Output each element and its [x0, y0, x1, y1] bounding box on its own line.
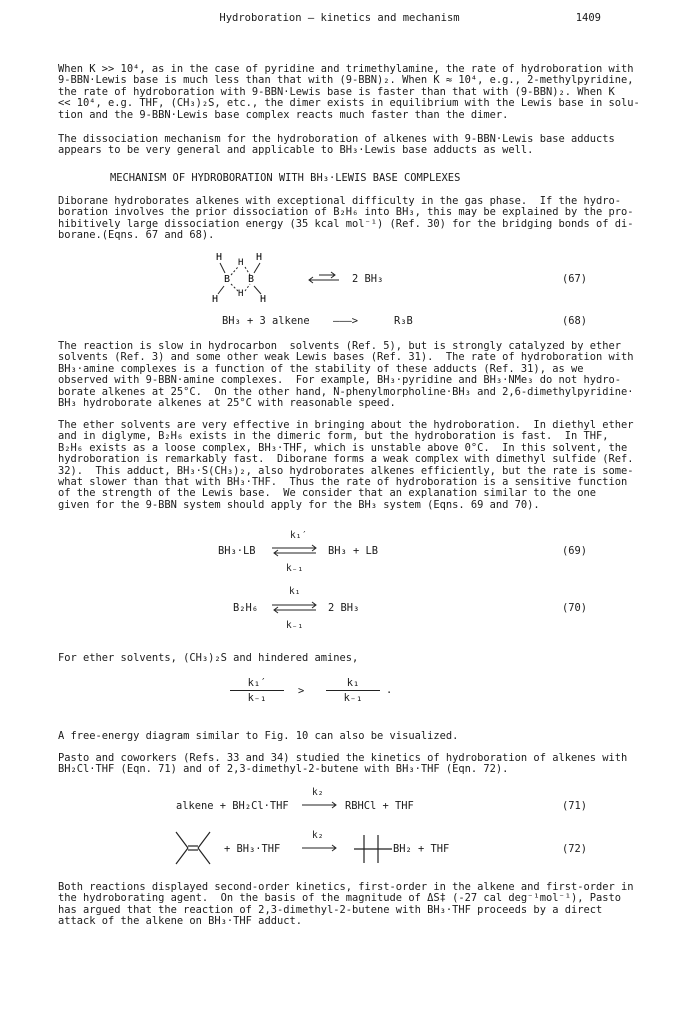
atom-label: B	[248, 274, 255, 285]
text-line: attack of the alkene on BH₃·THF adduct.	[58, 915, 302, 928]
ratio-left	[230, 677, 284, 704]
ratio-right	[326, 677, 380, 704]
text-line: the hydroborating agent. On the basis of the magnitude of ΔS‡ (-27 cal deg⁻¹mol⁻¹), Pasto	[58, 892, 622, 905]
text-line: BH₃·amine complexes is a function of the stability of these adducts (Ref. 31), as we	[58, 362, 584, 375]
bridge-bond	[231, 267, 238, 275]
text-line: A free-energy diagram similar to Fig. 10 can also be visualized.	[58, 730, 459, 742]
tetramethylethylene-structure	[172, 828, 214, 868]
equation-number: (71)	[561, 800, 587, 812]
bond	[254, 286, 261, 294]
equilibrium-arrow	[305, 270, 345, 286]
running-header: Hydroboration — kinetics and mechanism	[219, 12, 460, 24]
text-line: borate alkenes at 25°C. On the other hand, N-phenylmorpholine·BH₃ and 2,6-dimethylpyridine·	[58, 385, 634, 398]
eq70-product: 2 BH₃	[328, 602, 360, 614]
eq68-product: R₃B	[394, 315, 413, 327]
text-line: << 10⁴, e.g. THF, (CH₃)₂S, etc., the dimer exists in equilibrium with the Lewis base in solu-	[58, 97, 640, 110]
equilibrium-arrow	[268, 600, 322, 616]
atom-label: H	[216, 252, 223, 263]
rate-constant-forward: k₁	[289, 586, 301, 597]
ratio-denominator: k₋₁	[247, 692, 267, 704]
eq68-arrow: ———>	[333, 315, 359, 327]
paragraph-5	[58, 419, 634, 511]
equation-number: (69)	[561, 545, 587, 557]
text-line: The reaction is slow in hydrocarbon solvents (Ref. 5), but is strongly catalyzed by ether	[58, 340, 622, 352]
eq72-reagent: + BH₃·THF	[224, 843, 281, 855]
text-line: hydroboration is remarkably fast. Diborane forms a weak complex with dimethyl sulfide (Ref.	[58, 453, 634, 466]
ratio-denominator: k₋₁	[343, 692, 363, 704]
text-line: given for the 9-BBN system should apply for the BH₃ system (Eqns. 69 and 70).	[58, 498, 540, 511]
text-line: Diborane hydroborates alkenes with exceptional difficulty in the gas phase. If the hydro-	[58, 195, 622, 207]
ratio-period: .	[386, 684, 393, 696]
bond	[254, 263, 260, 273]
text-line: 9-BBN·Lewis base is much less than that with (9-BBN)₂. When K ≈ 10⁴, e.g., 2-methylpyridine,	[58, 74, 634, 87]
eq68-reactants: BH₃ + 3 alkene	[222, 315, 310, 327]
paragraph-1	[58, 63, 640, 121]
text-line: The ether solvents are very effective in bringing about the hydroboration. In diethyl ether	[58, 419, 634, 431]
rate-constant-reverse: k₋₁	[286, 620, 304, 631]
ratio-numerator: k₁′	[230, 677, 284, 691]
section-heading: MECHANISM OF HYDROBORATION WITH BH₃·LEWIS BASE COMPLEXES	[110, 172, 461, 184]
rate-constant-forward: k₁′	[290, 530, 308, 541]
eq72-products: BH₂ + THF	[393, 843, 450, 855]
equation-number: (67)	[561, 273, 587, 285]
atom-label: H	[238, 258, 244, 268]
equation-number: (70)	[561, 602, 587, 614]
text-line: BH₃ hydroborate alkenes at 25°C with reasonable speed.	[58, 397, 396, 410]
bond	[220, 263, 225, 273]
text-line: and in diglyme, B₂H₆ exists in the dimeric form, but the hydroboration is fast. In THF,	[58, 430, 609, 443]
paragraph-6	[58, 653, 626, 664]
eq71-products: RBHCl + THF	[345, 800, 414, 812]
paragraph-4	[58, 340, 634, 410]
atom-label: H	[212, 294, 219, 305]
paragraph-9	[58, 881, 634, 928]
text-line: appears to be very general and applicable to BH₃·Lewis base adducts as well.	[58, 144, 534, 157]
page-number: 1409	[575, 12, 601, 24]
paragraph-8	[58, 753, 626, 776]
equation-number: (72)	[561, 843, 587, 855]
text-line: solvents (Ref. 3) and some other weak Lewis bases (Ref. 31). The rate of hydroboration with	[58, 351, 634, 364]
text-line: BH₂Cl·THF (Eqn. 71) and of 2,3-dimethyl-2-butene with BH₃·THF (Eqn. 72).	[58, 763, 509, 776]
ratio-numerator: k₁	[326, 677, 380, 691]
text-line: The dissociation mechanism for the hydroboration of alkenes with 9-BBN·Lewis base adducts	[58, 133, 615, 145]
text-line: of the strength of the Lewis base. We consider that an explanation similar to the one	[58, 487, 596, 500]
eq69-products: BH₃ + LB	[328, 545, 379, 557]
eq70-reactant: B₂H₆	[233, 602, 259, 614]
eq71-reactants: alkene + BH₂Cl·THF	[176, 800, 289, 812]
equilibrium-arrow	[268, 543, 322, 559]
text-line: tion and the 9-BBN·Lewis base complex reacts much faster than the dimer.	[58, 108, 509, 121]
text-line: When K >> 10⁴, as in the case of pyridine and trimethylamine, the rate of hydroboration with	[58, 63, 634, 75]
eq69-reactant: BH₃·LB	[218, 545, 256, 557]
rate-constant: k₂	[312, 787, 324, 798]
reaction-arrow	[300, 800, 340, 810]
ratio-relation: >	[298, 685, 305, 697]
paragraph-3	[58, 195, 634, 242]
text-line: what slower than that with BH₃·THF. Thus the rate of hydroboration is a sensitive function	[58, 476, 628, 489]
atom-label: H	[260, 294, 267, 305]
text-line: 32). This adduct, BH₃·S(CH₃)₂, also hydroborates alkenes efficiently, but the rate is some-	[58, 464, 634, 477]
eq67-product: 2 BH₃	[352, 273, 384, 285]
atom-label: H	[238, 289, 244, 299]
reaction-arrow	[300, 843, 340, 853]
text-line: For ether solvents, (CH₃)₂S and hindered amines,	[58, 652, 359, 664]
atom-label: B	[224, 274, 231, 285]
equation-number: (68)	[561, 315, 587, 327]
atom-label: H	[256, 252, 263, 263]
text-line: boration involves the prior dissociation of B₂H₆ into BH₃, this may be explained by the pro-	[58, 206, 634, 219]
bridge-bond	[231, 284, 238, 291]
bond	[218, 286, 224, 294]
text-line: Pasto and coworkers (Refs. 33 and 34) studied the kinetics of hydroboration of alkenes with	[58, 752, 628, 764]
paragraph-2	[58, 134, 626, 157]
rate-constant: k₂	[312, 830, 324, 841]
text-line: Both reactions displayed second-order kinetics, first-order in the alkene and first-order in	[58, 881, 634, 893]
alkylborane-structure	[352, 832, 394, 866]
text-line: the rate of hydroboration with 9-BBN·Lewis base is faster than that with (9-BBN)₂. When K	[58, 85, 615, 98]
rate-constant-reverse: k₋₁	[286, 563, 304, 574]
paragraph-7	[58, 731, 626, 742]
diborane-structure	[210, 248, 310, 308]
text-line: hibitively large dissociation energy (35 kcal mol⁻¹) (Ref. 30) for the bridging bonds of di-	[58, 217, 634, 230]
text-line: borane.(Eqns. 67 and 68).	[58, 229, 215, 242]
text-line: observed with 9-BBN·amine complexes. For example, BH₃·pyridine and BH₃·NMe₃ do not hydro-	[58, 374, 622, 387]
text-line: has argued that the reaction of 2,3-dimethyl-2-butene with BH₃·THF proceeds by a direct	[58, 903, 603, 916]
bridge-bond	[245, 284, 250, 291]
text-line: B₂H₆ exists as a loose complex, BH₃·THF, which is unstable above 0°C. In this solvent, the	[58, 441, 628, 454]
